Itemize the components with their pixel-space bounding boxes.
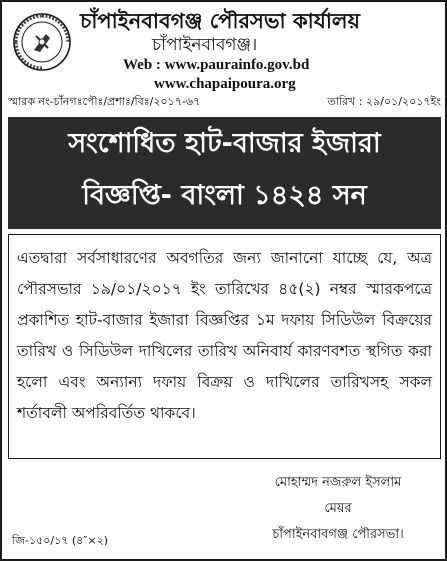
signature-block bbox=[238, 470, 438, 548]
office-name: চাঁপাইনবাবগঞ্জ পৌরসভা কার্যালয় bbox=[80, 9, 360, 33]
advertisement-code: জি-১৫০/১৭ (৪″×২) bbox=[12, 534, 109, 547]
notice-title-line2: বিজ্ঞপ্তি- বাংলা ১৪২৪ সন bbox=[82, 180, 367, 211]
memo-date: তারিখ : ২৯/০১/২০১৭ইং bbox=[327, 95, 441, 108]
signatory-title: মেয়র bbox=[324, 501, 352, 516]
municipality-seal-logo bbox=[12, 12, 72, 72]
notice-body-box bbox=[8, 234, 441, 459]
signatory-name: মোহাম্মদ নজরুল ইসলাম bbox=[274, 475, 402, 490]
notice-title-line1: সংশোধিত হাট-বাজার ইজারা bbox=[68, 128, 381, 159]
website-primary: Web : www.paurainfo.gov.bd bbox=[123, 57, 310, 73]
office-header bbox=[80, 8, 440, 94]
signatory-office: চাঁপাইনবাবগঞ্জ পৌরসভা। bbox=[272, 527, 404, 542]
notice-body-text: এতদ্বারা সর্বসাধারণের অবগতির জন্য জানানো যাচ্ছে যে, অত্র পৌরসভার ১৯/০১/২০১৭ ইং তারিখের ৪৫(২) নম্বর স্মারকপত্রে প্রকাশিত হাট-বাজার ইজারা বিজ্ঞপ্তির ১ম দফায় সিডিউল বিক্রয়ের তারিখ ও সিডিউল দাখিলের তারিখ অনিবার্য কারণবশত স্থগিত করা হলো এবং অন্যান্য দফায় বিক্রয় ও দাখিলের তারিখসহ সকল শর্তাবলী অপরিবর্তিত থাকবে। bbox=[17, 249, 432, 422]
website-secondary: www.chapaipoura.org bbox=[154, 76, 296, 92]
office-city: চাঁপাইনবাবগঞ্জ। bbox=[152, 35, 258, 55]
memo-number: স্মারক নং-চাঁনগঃপৌঃ/প্রশাঃ/বিঃ/২০১৭-৬৭ bbox=[8, 95, 201, 108]
reference-row bbox=[8, 94, 441, 110]
notice-title-banner bbox=[8, 117, 441, 229]
